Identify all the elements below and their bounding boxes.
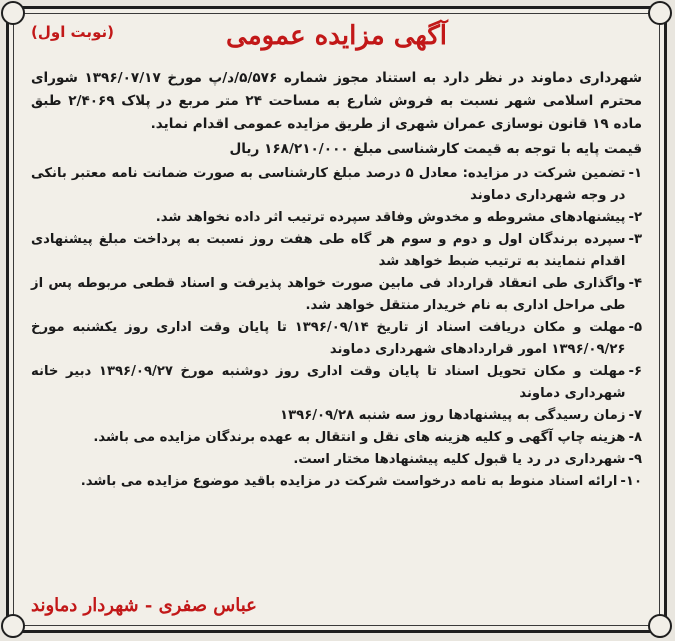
item-text: مهلت و مکان تحویل اسناد تا پایان وقت اداری روز دوشنبه مورخ ۱۳۹۶/۰۹/۲۷ دبیر خانه شهرداری دماوند	[31, 364, 626, 401]
ad-content	[31, 17, 642, 620]
item-number: ۲-	[628, 210, 642, 225]
list-item	[31, 273, 642, 317]
list-item	[31, 471, 642, 493]
list-item	[31, 361, 642, 405]
list-item	[31, 427, 642, 449]
item-number: ۱-	[628, 166, 642, 181]
corner-ornament	[648, 614, 672, 638]
corner-ornament	[1, 1, 25, 25]
item-text: ارائه اسناد منوط به نامه درخواست شرکت در مزایده باقید موضوع مزایده می باشد.	[80, 474, 618, 489]
item-number: ۷-	[628, 408, 642, 423]
list-item	[31, 449, 642, 471]
publication-turn: (نوبت اول)	[31, 23, 114, 41]
item-text: هزینه چاپ آگهی و کلیه هزینه های نقل و انتقال به عهده برندگان مزایده می باشد.	[93, 430, 626, 445]
item-text: تضمین شرکت در مزایده: معادل ۵ درصد مبلغ کارشناسی به صورت ضمانت نامه معتبر بانکی در وجه شهرداری دماوند	[31, 166, 626, 203]
item-text: شهرداری در رد یا قبول کلیه پیشنهادها مختار است.	[293, 452, 626, 467]
ad-title: آگهی مزایده عمومی	[226, 21, 447, 51]
list-item	[31, 229, 642, 273]
item-number: ۹-	[628, 452, 642, 467]
item-number: ۱۰-	[620, 474, 642, 489]
base-price: قیمت پایه با توجه به قیمت کارشناسی مبلغ ۱۶۸/۲۱۰/۰۰۰ ریال	[229, 141, 642, 157]
item-number: ۴-	[628, 276, 642, 291]
list-item	[31, 317, 642, 361]
ad-frame	[6, 6, 667, 633]
item-text: واگذاری طی انعقاد قرارداد فی مابین صورت خواهد پذیرفت و اسناد قطعی مربوطه پس از طی مراحل اداری به نام خریدار منتقل خواهد شد.	[31, 276, 626, 313]
item-number: ۶-	[628, 364, 642, 379]
item-text: سپرده برندگان اول و دوم و سوم هر گاه طی هفت روز نسبت به پرداخت مبلغ پیشنهادی اقدام ننمایند به ترتیب ضبط خواهد شد	[31, 232, 626, 269]
conditions-list	[31, 163, 642, 493]
list-item	[31, 207, 642, 229]
signature: عباس صفری - شهردار دماوند	[31, 595, 257, 616]
intro-paragraph: شهرداری دماوند در نظر دارد به استناد مجوز شماره ۵/۵۷۶/د/پ مورخ ۱۳۹۶/۰۷/۱۷ شورای محترم اسلامی شهر نسبت به فروش شارع به مساحت ۲۴ متر مربع در پلاک ۲/۴۰۶۹ طبق ماده ۱۹ قانون نوسازی عمران شهری از طریق مزایده عمومی اقدام نماید.	[31, 70, 643, 132]
list-item	[31, 405, 642, 427]
item-number: ۳-	[628, 232, 642, 247]
corner-ornament	[1, 614, 25, 638]
item-number: ۸-	[628, 430, 642, 445]
corner-ornament	[648, 1, 672, 25]
item-text: زمان رسیدگی به پیشنهادها روز سه شنبه ۱۳۹۶/۰۹/۲۸	[280, 408, 626, 423]
item-text: مهلت و مکان دریافت اسناد از تاریخ ۱۳۹۶/۰۹/۱۴ تا پایان وقت اداری روز یکشنبه مورخ ۱۳۹۶/۰۹/۲۶ امور قراردادهای شهرداری دماوند	[31, 320, 626, 357]
item-text: پیشنهادهای مشروطه و مخدوش وفاقد سپرده ترتیب اثر داده نخواهد شد.	[155, 210, 626, 225]
list-item	[31, 163, 642, 207]
item-number: ۵-	[628, 320, 642, 335]
header	[31, 17, 642, 67]
